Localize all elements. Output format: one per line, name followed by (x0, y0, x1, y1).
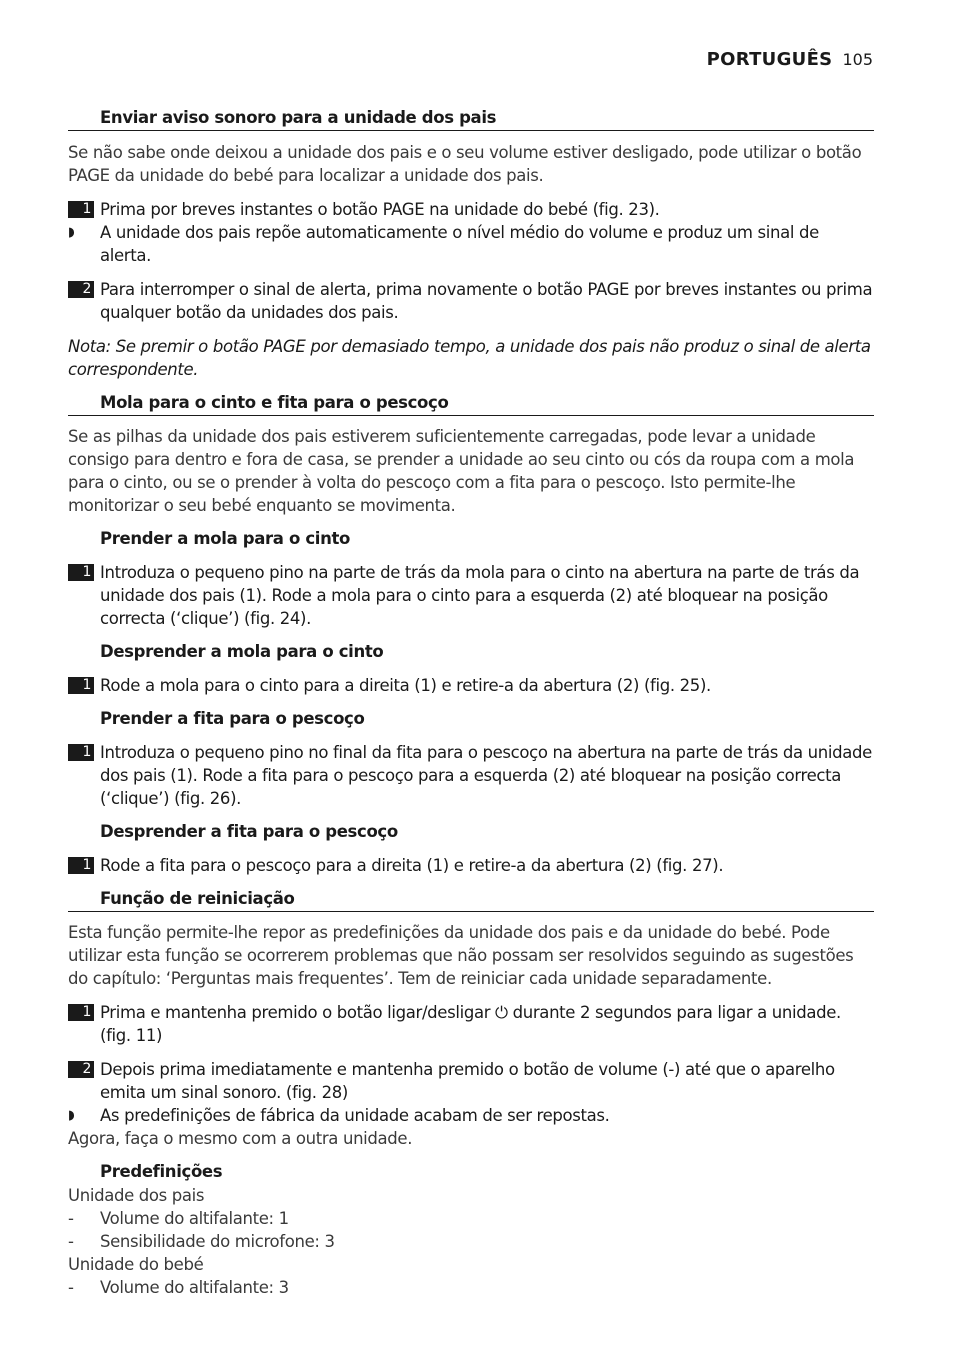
step-text-part: durante 2 segundos para ligar a unidade. (fig. 11) (100, 1003, 841, 1045)
aviso-note: Nota: Se premir o botão PAGE por demasiado tempo, a unidade dos pais não produz o sinal de alerta correspondente. (68, 337, 871, 379)
result-bullet-icon: ◗ (68, 1108, 75, 1123)
dash-marker: - (68, 1209, 74, 1228)
step-text: Rode a mola para o cinto para a direita (1) e retire-a da abertura (2) (fig. 25). (100, 676, 711, 695)
step-number-badge: 1 (68, 564, 94, 581)
list-item (68, 1230, 874, 1253)
aviso-result (68, 221, 874, 267)
step-text: Para interromper o sinal de alerta, prima novamente o botão PAGE por breves instantes ou prima qualquer botão da unidades dos pais. (100, 280, 873, 322)
step-text: Depois prima imediatamente e mantenha premido o botão de volume (-) até que o aparelho emita um sinal sonoro. (fig. 28) (100, 1060, 835, 1102)
page-number: 105 (842, 50, 873, 69)
step-number-badge: 1 (68, 677, 94, 694)
section-heading-aviso-sonoro: Enviar aviso sonoro para a unidade dos pais (68, 106, 874, 131)
language-label: PORTUGUÊS (706, 49, 833, 70)
aviso-intro-paragraph: Se não sabe onde deixou a unidade dos pais e o seu volume estiver desligado, pode utilizar o botão PAGE da unidade do bebé para localizar a unidade dos pais. (68, 143, 862, 185)
aviso-step-2 (68, 278, 874, 324)
dash-marker: - (68, 1232, 74, 1251)
step-number-badge: 1 (68, 1004, 94, 1021)
section-heading-mola-fita: Mola para o cinto e fita para o pescoço (68, 391, 874, 416)
result-text: A unidade dos pais repõe automaticamente o nível médio do volume e produz um sinal de alerta. (100, 223, 819, 265)
reiniciacao-step-1 (68, 1001, 874, 1047)
power-icon: ⏻ (495, 1003, 508, 1022)
parent-unit-label: Unidade dos pais (68, 1186, 205, 1205)
step-number-badge: 1 (68, 857, 94, 874)
step-number-badge: 2 (68, 281, 94, 298)
aviso-step-1 (68, 198, 874, 221)
subheading-desprender-fita: Desprender a fita para o pescoço (100, 822, 398, 841)
result-bullet-icon: ◗ (68, 225, 75, 240)
step-text: Rode a fita para o pescoço para a direita (1) e retire-a da abertura (2) (fig. 27). (100, 856, 724, 875)
baby-unit-label: Unidade do bebé (68, 1255, 204, 1274)
list-item-text: Sensibilidade do microfone: 3 (100, 1232, 335, 1251)
reiniciacao-result (68, 1104, 874, 1127)
reiniciacao-after-text: Agora, faça o mesmo com a outra unidade. (68, 1129, 413, 1148)
step-number-badge: 1 (68, 201, 94, 218)
subheading-desprender-mola: Desprender a mola para o cinto (100, 642, 384, 661)
reiniciacao-step-2 (68, 1058, 874, 1104)
mola-intro-paragraph: Se as pilhas da unidade dos pais estiverem suficientemente carregadas, pode levar a unidade consigo para dentro e fora de casa, se prender a unidade ao seu cinto ou cós da roupa com a mola para o cinto, ou se o prender à volta do pescoço com a fita para o pescoço. Isto permite-lhe monitorizar o seu bebé enquanto se movimenta. (68, 427, 855, 515)
prender-fita-step-1 (68, 741, 874, 810)
list-item (68, 1276, 874, 1299)
page-header (707, 49, 873, 70)
subheading-prender-fita: Prender a fita para o pescoço (100, 709, 365, 728)
desprender-fita-step-1 (68, 854, 874, 877)
list-item-text: Volume do altifalante: 3 (100, 1278, 289, 1297)
dash-marker: - (68, 1278, 74, 1297)
list-item (68, 1207, 874, 1230)
desprender-mola-step-1 (68, 674, 874, 697)
step-text-part: Prima e mantenha premido o botão ligar/desligar (100, 1003, 496, 1022)
step-text: Introduza o pequeno pino na parte de trás da mola para o cinto na abertura na parte de trás da unidade dos pais (1). Rode a mola para o cinto para a esquerda (2) até bloquear na posição correcta (‘clique’) (fig. 24). (100, 563, 860, 628)
subheading-prender-mola: Prender a mola para o cinto (100, 529, 350, 548)
list-item-text: Volume do altifalante: 1 (100, 1209, 289, 1228)
subheading-predefinicoes: Predefinições (100, 1162, 223, 1181)
page-content (68, 106, 874, 1299)
step-text: Introduza o pequeno pino no final da fita para o pescoço na abertura na parte de trás da unidade dos pais (1). Rode a fita para o pescoço para a esquerda (2) até bloquear na posição correcta (‘clique’) (fig. 26). (100, 743, 872, 808)
section-heading-reiniciacao: Função de reiniciação (68, 887, 874, 912)
step-number-badge: 2 (68, 1061, 94, 1078)
reiniciacao-intro-paragraph: Esta função permite-lhe repor as predefinições da unidade dos pais e da unidade do bebé. Pode utilizar esta função se ocorrerem problemas que não possam ser resolvidos seguindo as sugestões do capítulo: ‘Perguntas mais frequentes’. Tem de reiniciar cada unidade separadamente. (68, 923, 854, 988)
prender-mola-step-1 (68, 561, 874, 630)
step-number-badge: 1 (68, 744, 94, 761)
step-text: Prima por breves instantes o botão PAGE na unidade do bebé (fig. 23). (100, 200, 660, 219)
result-text: As predefinições de fábrica da unidade acabam de ser repostas. (100, 1106, 610, 1125)
step-text (100, 1001, 874, 1047)
